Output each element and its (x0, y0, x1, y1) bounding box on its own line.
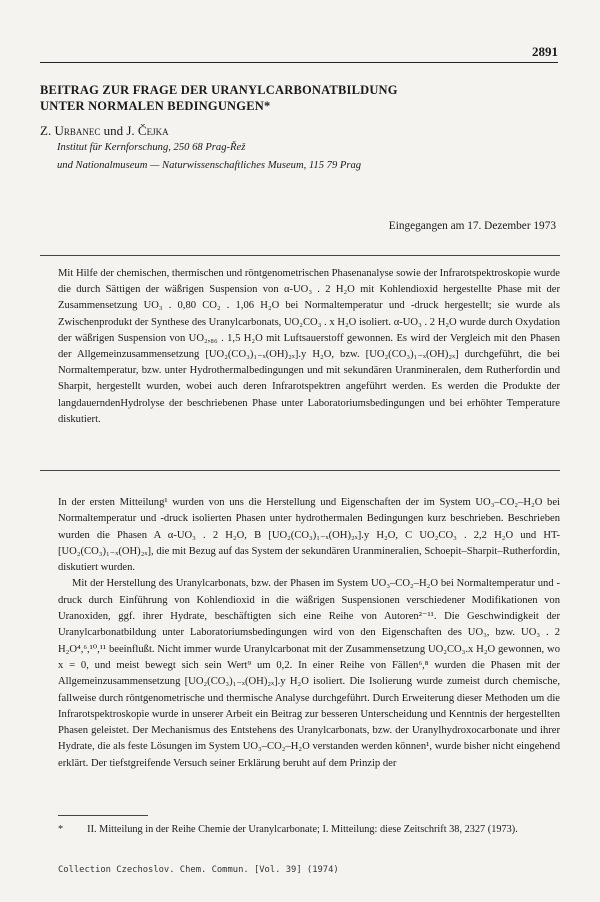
footnote (58, 822, 558, 837)
author-2: J. Čejka (126, 123, 169, 138)
received-date: Eingegangen am 17. Dezember 1973 (388, 220, 556, 232)
title-line-1: BEITRAG ZUR FRAGE DER URANYLCARBONATBILDUNG (40, 83, 398, 97)
body-text (58, 495, 560, 772)
abstract-top-rule (40, 255, 560, 256)
author-join: und (100, 123, 127, 138)
body-paragraph-1: In der ersten Mitteilung¹ wurden von uns die Herstellung und Eigenschaften der im System UO₃–CO₂–H₂O bei Normaltemperatur und -druck isolierten Phasen unter hydrothermalen Bedingungen kurz beschrieben. Beschrieben wurden die Phasen A α-UO₃ . 2 H₂O, B [UO₂(CO₃)₁₋ₓ(OH)₂ₓ].y H₂O, C UO₂CO₃ . 2,2 H₂O und HT-[UO₂(CO₃)₁₋ₓ(OH)₂ₓ], die mit Bezug auf das System der sekundären Uranmineralien, Schoepit–Sharpit–Rutherfordin, diskutiert wurden. (58, 497, 560, 574)
affiliation-1: Institut für Kernforschung, 250 68 Prag-Řež (57, 142, 246, 153)
abstract: Mit Hilfe der chemischen, thermischen und röntgenometrischen Phasenanalyse sowie der Infrarotspektroskopie wurde die durch Sättigen der wäßrigen Suspension von α-UO₃ . 2 H₂O mit Kohlendioxid hergestellte Phase mit der Zusammensetzung UO₃ . 0,80 CO₂ . 1,06 H₂O bei Normaltemperatur und -druck hergestellt; sie wurde als Zwischenprodukt der Synthese des Uranylcarbonats, UO₂CO₃ . x H₂O isoliert. α-UO₃ . 2 H₂O wurde durch Oxydation der wäßrigen Suspension von UO₂,₈₆ . 1,5 H₂O mit Luftsauerstoff gewonnen. Es wird der Vergleich mit den Phasen der Allgemeinzusammensetzung [UO₂(CO₃)₁₋ₓ(OH)₂ₓ].y H₂O, bzw. [UO₂(CO₃)₁₋ₓ(OH)₂ₓ] durchgeführt, die bei Normaltemperatur, bzw. unter Hydrothermalbedingungen und mit sekundären Uranmineralen, dem Rutherfordin und Sharpit, hergestellt wurden, wobei auch deren Infrarotspektren angeführt werden. Es werden die Produkte der langdauerndenHydrolyse der beschriebenen Phase unter Laboratoriumsbedingungen und bei erhöhter Temperature diskutiert. (58, 268, 560, 425)
author-line (40, 123, 169, 139)
header-rule (40, 62, 558, 63)
body-paragraph-2: Mit der Herstellung des Uranylcarbonats, bzw. der Phasen im System UO₃–CO₂–H₂O bei Normaltemperatur und -druck durch Einführung von Kohlendioxid in die wäßrigen Suspensionen verschiedener Modifikationen von Uranoxiden, ggf. ihrer Hydrate, beschäftigten sich eine Reihe von Autoren²⁻¹¹. Die Geschwindigkeit der Uranylcarbonatbildung unter Laboratoriumsbedingungen wird von den Eigenschaften des UO₃, bzw. UO₃ . 2 H₂O⁴,⁶,¹⁰,¹¹ beeinflußt. Nicht immer wurde Uranylcarbonat mit der Zusammensetzung UO₂CO₃.x H₂O gewonnen, wo x = 0, und meist bewegt sich sein Wert⁹ um 0,2. In einer Reihe von Fällen⁶,⁸ wurden die Phasen mit der Allgemeinzusammensetzung [UO₂(CO₃)₁₋ₓ(OH)₂ₓ].y H₂O isoliert. Die Isolierung wurde zumeist durch chemische, fallweise durch röntgenometrische und thermische Analyse durchgeführt. Durch Erweiterung dieser Methoden um die Infrarotspektroskopie wurde in unserer Arbeit ein Beitrag zur besseren Unterscheidung und Kenntnis der hergestellten Phasen geleistet. Der Mechanismus des Entstehens des Uranylcarbonats, bzw. der Uranylhydroxocarbonate und ihrer Hydrate, die als feste Lösungen im System UO₃–CO₂–H₂O verstanden werden können¹, wurde bisher nicht eingehend erklärt. Der tiefstgreifende Versuch seiner Erklärung beruht auf dem Prinzip der (58, 578, 560, 769)
abstract-bottom-rule (40, 470, 560, 471)
footnote-rule (58, 815, 148, 816)
article-title (40, 82, 560, 114)
footnote-text: II. Mitteilung in der Reihe Chemie der Uranylcarbonate; I. Mitteilung: diese Zeitschrift 38, 2327 (1973). (87, 824, 518, 835)
footnote-marker: * (58, 824, 64, 835)
affiliation-2: und Nationalmuseum — Naturwissenschaftliches Museum, 115 79 Prag (57, 160, 362, 171)
title-line-2: UNTER NORMALEN BEDINGUNGEN* (40, 99, 271, 113)
journal-footer: Collection Czechoslov. Chem. Commun. [Vol. 39] (1974) (58, 865, 339, 875)
author-1: Z. Urbanec (40, 123, 101, 138)
page-number: 2891 (532, 44, 558, 59)
